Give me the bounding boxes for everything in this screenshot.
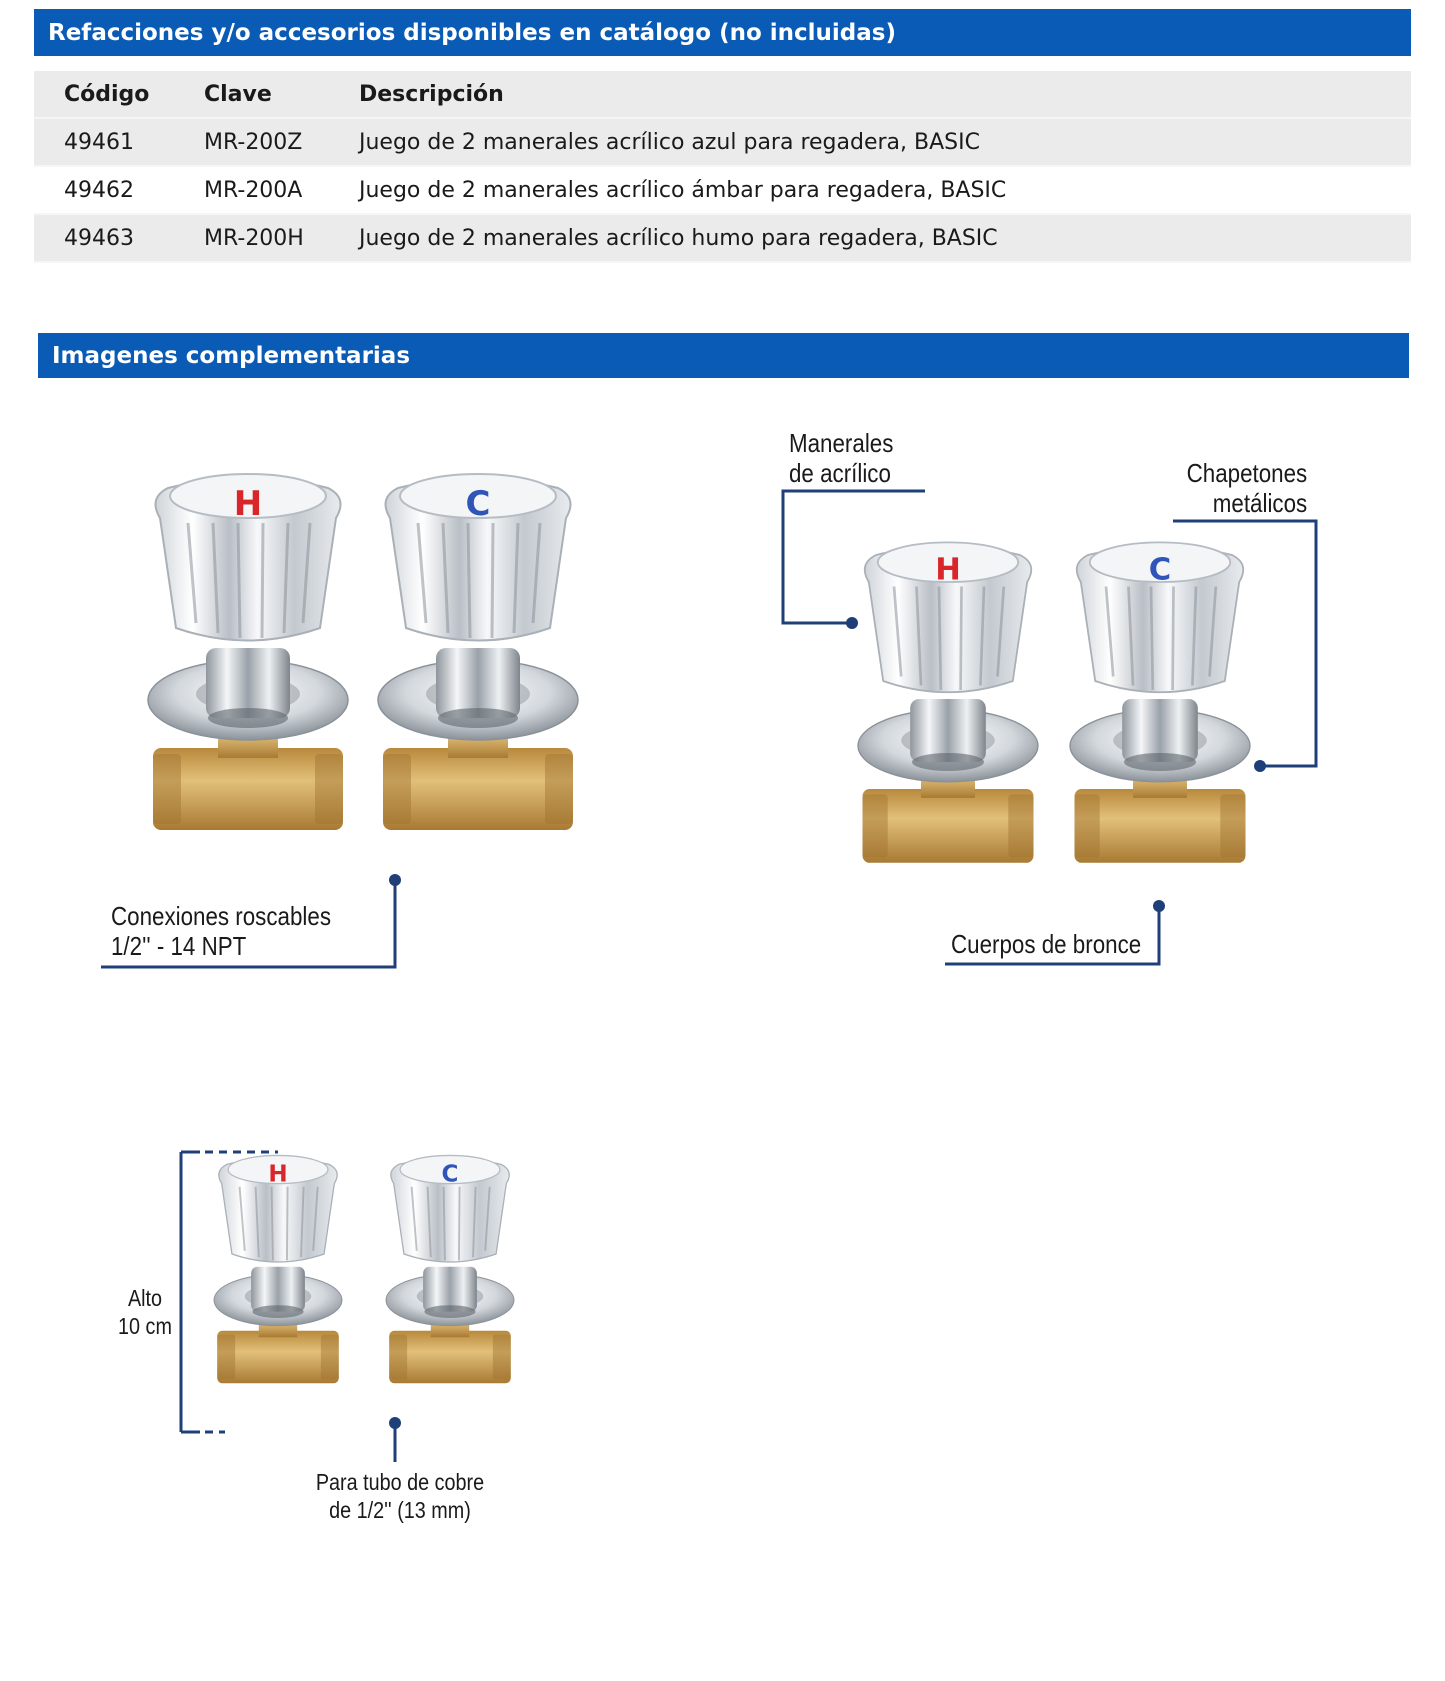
cell-codigo: 49461 <box>34 118 204 166</box>
cell-descripcion: Juego de 2 manerales acrílico azul para regadera, BASIC <box>359 118 1411 166</box>
cell-clave: MR-200A <box>204 166 359 214</box>
valve-hot-3 <box>214 1155 342 1383</box>
callout-dot <box>1254 760 1266 772</box>
header-clave: Clave <box>204 71 359 118</box>
parts-section-title: Refacciones y/o accesorios disponibles en catálogo (no incluidas) <box>34 9 1411 56</box>
callout-dot <box>389 874 401 886</box>
valve-cold-2 <box>1070 542 1250 862</box>
callout-dot <box>389 1417 401 1429</box>
cell-codigo: 49462 <box>34 166 204 214</box>
height-label: Alto 10 cm <box>118 1285 172 1339</box>
valve-cold-1 <box>378 474 578 830</box>
header-codigo: Código <box>34 71 204 118</box>
cell-descripcion: Juego de 2 manerales acrílico humo para regadera, BASIC <box>359 214 1411 262</box>
valve-cold-3 <box>386 1155 514 1383</box>
callout-cuerpos-label: Cuerpos de bronce <box>951 929 1142 959</box>
callout-tubo-label: Para tubo de cobre de 1/2'' (13 mm) <box>315 1469 485 1523</box>
cell-clave: MR-200H <box>204 214 359 262</box>
hot-letter: H <box>935 552 961 588</box>
cell-clave: MR-200Z <box>204 118 359 166</box>
cold-letter: C <box>441 1161 459 1188</box>
callout-conexiones-label: Conexiones roscables 1/2'' - 14 NPT <box>111 901 331 961</box>
images-section-title: Imagenes complementarias <box>38 333 1409 378</box>
cell-codigo: 49463 <box>34 214 204 262</box>
cell-descripcion: Juego de 2 manerales acrílico ámbar para regadera, BASIC <box>359 166 1411 214</box>
hot-letter: H <box>233 484 263 524</box>
valve-hot-2 <box>858 542 1038 862</box>
cold-letter: C <box>465 484 491 524</box>
hot-letter: H <box>268 1161 288 1188</box>
callout-dot <box>846 617 858 629</box>
valve-hot-1 <box>148 474 348 830</box>
callout-chapetones-label: Chapetones metálicos <box>1186 458 1307 518</box>
cold-letter: C <box>1148 552 1172 588</box>
header-descripcion: Descripción <box>359 71 1411 118</box>
callout-manerales-label: Manerales de acrílico <box>789 428 894 488</box>
callout-dot <box>1153 900 1165 912</box>
